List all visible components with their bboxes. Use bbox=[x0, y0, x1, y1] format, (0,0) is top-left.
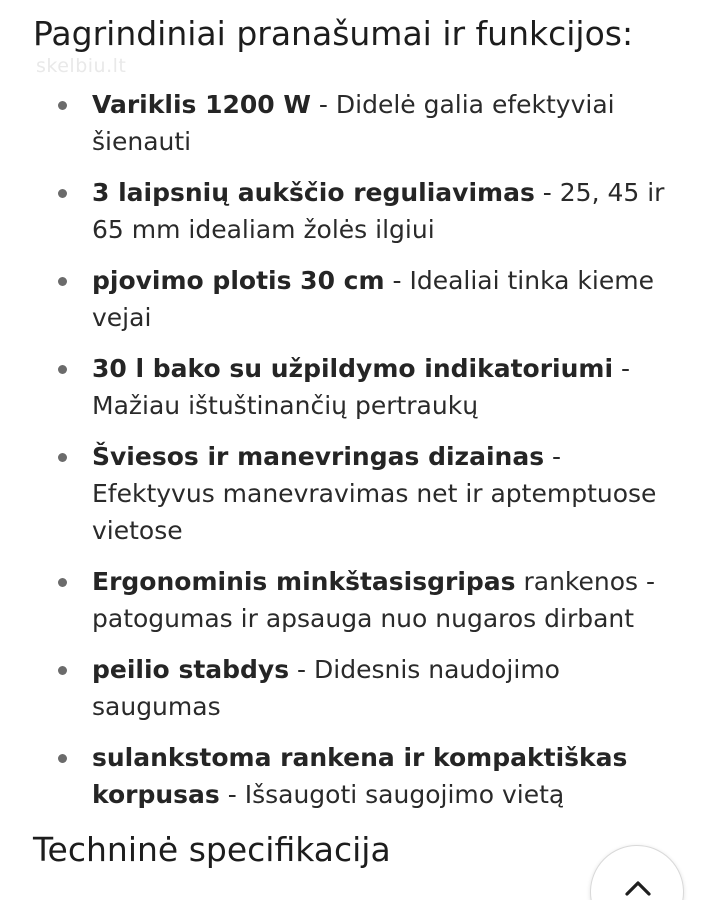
feature-name: 3 laipsnių aukščio reguliavimas bbox=[92, 178, 535, 207]
list-item bbox=[0, 174, 716, 248]
bullet-icon bbox=[58, 666, 67, 675]
section-title-specification: Techninė specifikacija bbox=[33, 830, 391, 869]
feature-description: - Didelė galia efektyviai šienauti bbox=[92, 90, 615, 156]
feature-description: - Didesnis naudojimo saugumas bbox=[92, 655, 560, 721]
bullet-icon bbox=[58, 101, 67, 110]
list-item bbox=[0, 739, 716, 813]
feature-description: - Idealiai tinka kieme vejai bbox=[92, 266, 654, 332]
feature-name: pjovimo plotis 30 cm bbox=[92, 266, 385, 295]
feature-description: - 25, 45 ir 65 mm idealiam žolės ilgiui bbox=[92, 178, 665, 244]
feature-description: - Išsaugoti saugojimo vietą bbox=[219, 780, 565, 809]
feature-description: - Efektyvus manevravimas net ir aptemptuose vietose bbox=[92, 442, 657, 545]
feature-name: Variklis 1200 W bbox=[92, 90, 311, 119]
scroll-to-top-button[interactable] bbox=[590, 845, 684, 900]
feature-description: rankenos - patogumas ir apsauga nuo nugaros dirbant bbox=[92, 567, 656, 633]
feature-name: 30 l bako su užpildymo indikatoriumi bbox=[92, 354, 614, 383]
feature-name: sulankstoma rankena ir kompaktiškas korpusas bbox=[92, 743, 628, 809]
bullet-icon bbox=[58, 277, 67, 286]
list-item bbox=[0, 86, 716, 160]
list-item bbox=[0, 651, 716, 725]
bullet-icon bbox=[58, 365, 67, 374]
feature-name: Ergonominis minkštasisgripas bbox=[92, 567, 516, 596]
feature-list bbox=[0, 86, 716, 827]
watermark: skelbiu.lt bbox=[36, 55, 127, 77]
list-item bbox=[0, 350, 716, 424]
feature-name: Šviesos ir manevringas dizainas bbox=[92, 442, 545, 471]
bullet-icon bbox=[58, 754, 67, 763]
feature-description: - Mažiau ištuštinančių pertraukų bbox=[92, 354, 630, 420]
bullet-icon bbox=[58, 453, 67, 462]
chevron-up-icon bbox=[625, 880, 651, 896]
list-item bbox=[0, 262, 716, 336]
section-title-features: Pagrindiniai pranašumai ir funkcijos: bbox=[33, 14, 634, 53]
bullet-icon bbox=[58, 189, 67, 198]
list-item bbox=[0, 563, 716, 637]
list-item bbox=[0, 438, 716, 549]
bullet-icon bbox=[58, 578, 67, 587]
feature-name: peilio stabdys bbox=[92, 655, 290, 684]
